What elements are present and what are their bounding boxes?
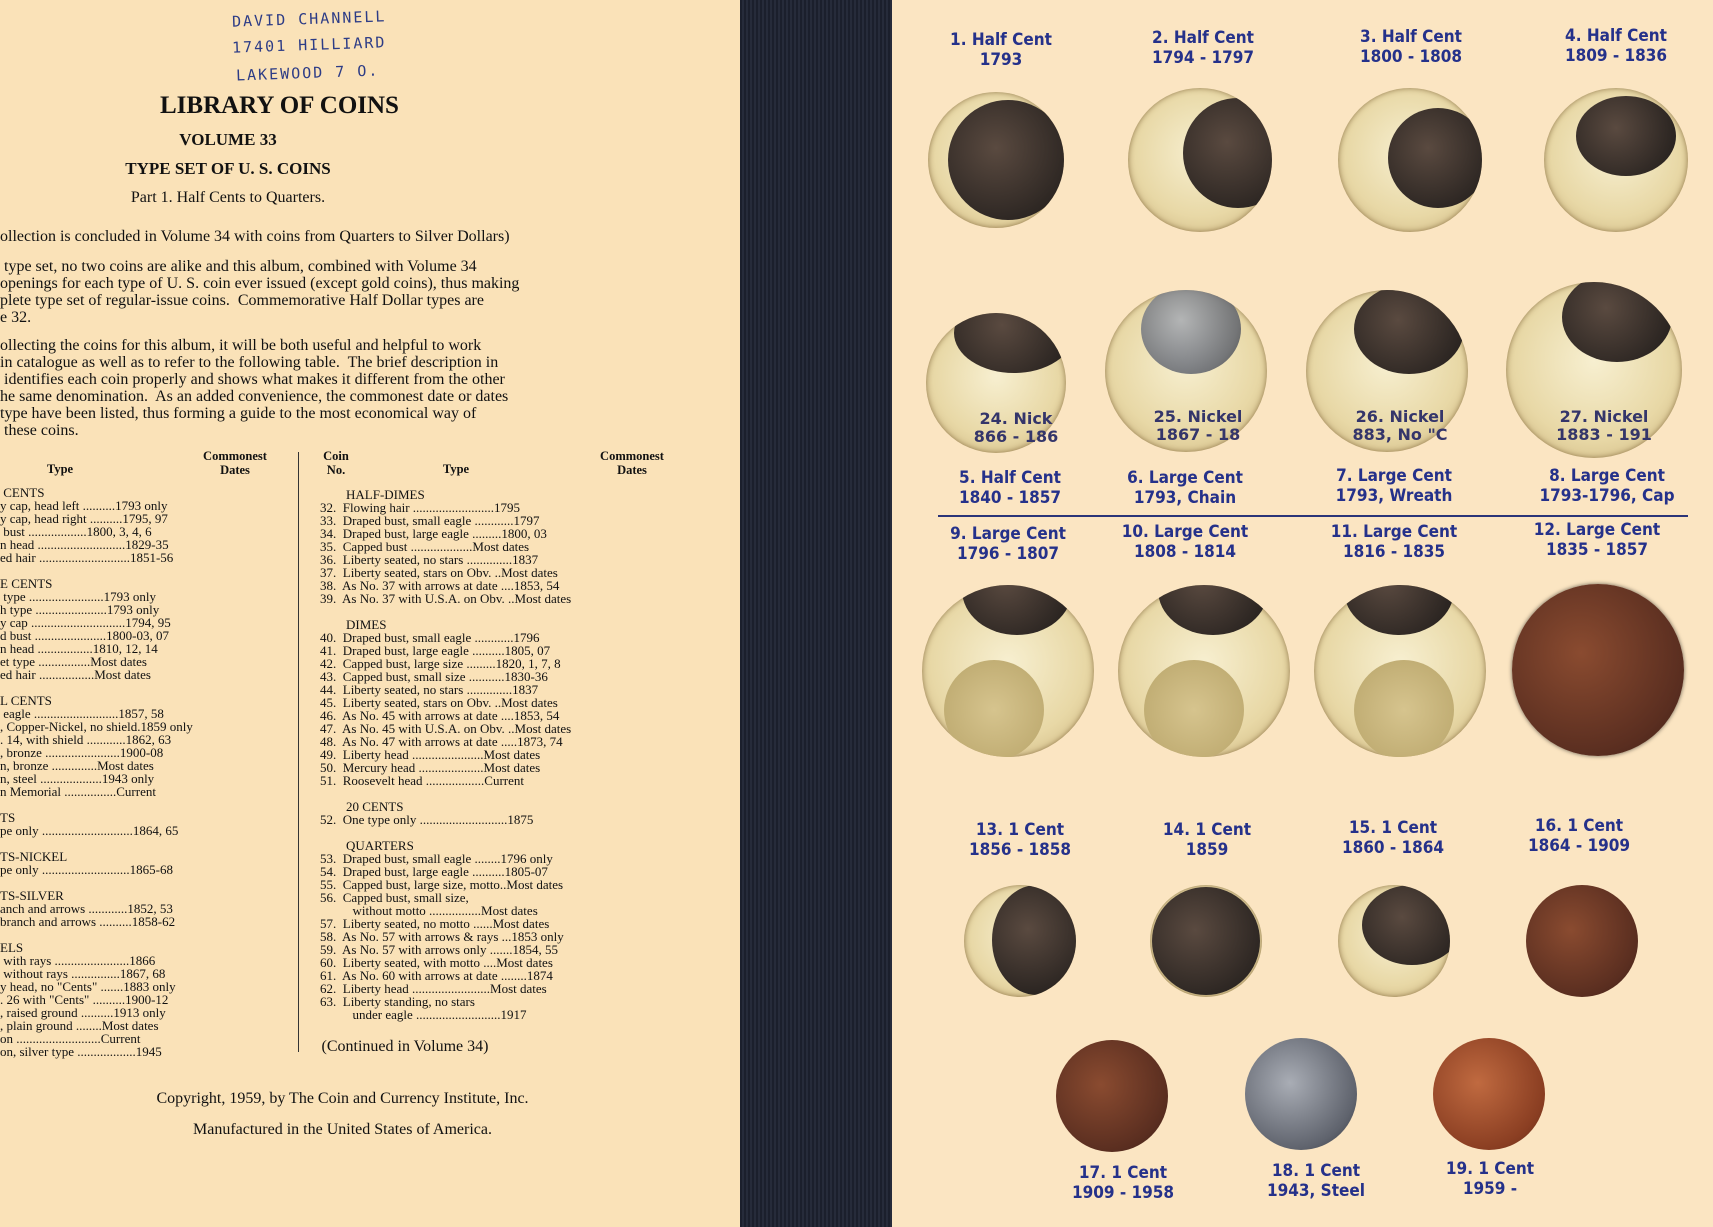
coin-slot-4[interactable] <box>1544 88 1688 232</box>
slot-label-8: 8. Large Cent 1793-1796, Cap <box>1539 466 1675 506</box>
coin-slot-14[interactable] <box>1150 885 1262 997</box>
coin-slot-19-memorial-cent[interactable] <box>1433 1038 1545 1150</box>
reverse-label-24: 24. Nick 866 - 186 <box>973 409 1059 446</box>
album-subtitle: TYPE SET OF U. S. COINS <box>125 159 331 178</box>
coin-slot-13[interactable] <box>964 885 1076 997</box>
large-cent-coin <box>962 585 1072 635</box>
type-table-left: CENTS y cap, head left ..........1793 only y cap, head right ..........1795, 97 bust ..................1800, 3, 4, 6 n head ...........................1829-35 ed hair ............................1851-56 E CENTS type .......................1793 only h type ......................1793 only y cap .............................1794, 95 d bust ......................1800-03, 07 n head .................1810, 12, 14 et type ................Most dates ed hair .................Most dates L CENTS eagle ..........................1857, 58 , Copper-Nickel, no shield.1859 only . 14, with shield ............1862, 63 , bronze .......................1900-08 n, bronze ..............Most dates n, steel ...................1943 only n Memorial ................Current TS pe only ............................1864, 65 TS-NICKEL pe only ...........................1865-68 TS-SILVER anch and arrows ............1852, 53 branch and arrows ..........1858-62 ELS with rays .......................1866 without rays ...............1867, 68 y head, no "Cents" .......1883 only . 26 with "Cents" ..........1900-12 , raised ground ..........1913 only , plain ground ........Most dates on ..........................Current on, silver type ..................1945 <box>0 485 193 1059</box>
half-cent-coin <box>1576 96 1676 176</box>
small-cent-coin <box>992 885 1076 995</box>
album-part: Part 1. Half Cents to Quarters. <box>130 189 326 206</box>
handwritten-city: LAKEWOOD 7 O. <box>235 61 380 85</box>
coin-slot-10[interactable] <box>1118 585 1290 757</box>
slot-label-5: 5. Half Cent 1840 - 1857 <box>958 468 1062 508</box>
continued-note: (Continued in Volume 34) <box>321 1038 489 1055</box>
slot-label-2: 2. Half Cent 1794 - 1797 <box>1151 28 1255 68</box>
slot-label-12: 12. Large Cent 1835 - 1857 <box>1533 520 1661 560</box>
handwritten-name: DAVID CHANNELL <box>231 7 387 31</box>
reverse-label-25: 25. Nickel 1867 - 18 <box>1153 407 1243 444</box>
coin-slot-18-steel-cent[interactable] <box>1245 1038 1357 1150</box>
reverse-hole-shadow <box>1354 660 1454 757</box>
reverse-hole-shadow <box>1144 660 1244 757</box>
large-cent-coin <box>1158 585 1268 635</box>
col-header-type-right: Type <box>442 462 470 476</box>
coin-slot-9[interactable] <box>922 585 1094 757</box>
reverse-hole-shadow <box>944 660 1044 757</box>
half-cent-coin <box>948 100 1064 220</box>
large-cent-coin <box>1354 290 1464 374</box>
manufactured-line: Manufactured in the United States of America. <box>192 1121 492 1138</box>
large-cent-coin <box>1344 585 1454 635</box>
slot-label-14: 14. 1 Cent 1859 <box>1162 820 1252 860</box>
slot-label-3: 3. Half Cent 1800 - 1808 <box>1359 27 1463 67</box>
slot-label-17: 17. 1 Cent 1909 - 1958 <box>1071 1163 1175 1203</box>
slot-label-16: 16. 1 Cent 1864 - 1909 <box>1527 816 1631 856</box>
slot-label-7: 7. Large Cent 1793, Wreath <box>1335 466 1453 506</box>
coin-slot-2[interactable] <box>1128 88 1272 232</box>
coin-slot-17-wheat-cent[interactable] <box>1056 1040 1168 1152</box>
reverse-label-27: 27. Nickel 1883 - 191 <box>1556 407 1652 444</box>
col-header-type-left: Type <box>46 462 74 476</box>
copyright-line: Copyright, 1959, by The Coin and Currency Institute, Inc. <box>156 1090 529 1107</box>
intro-paragraph: type set, no two coins are alike and this album, combined with Volume 34 openings for each type of U. S. coin ever issued (except gold coins), thus making plete type set of regular-issue coins. Commemorative Half Dollar types are e 32. <box>0 258 520 326</box>
small-cent-coin <box>1152 887 1260 995</box>
handwritten-street: 17401 HILLIARD <box>231 33 387 57</box>
reverse-label-26: 26. Nickel 883, No "C <box>1352 407 1448 444</box>
half-cent-coin <box>954 313 1066 373</box>
slot-label-11: 11. Large Cent 1816 - 1835 <box>1330 522 1458 562</box>
slot-label-9: 9. Large Cent 1796 - 1807 <box>950 524 1066 564</box>
coin-slot-12-large-cent[interactable] <box>1512 584 1684 756</box>
coin-slot-3[interactable] <box>1338 88 1482 232</box>
col-header-dates-left: Commonest Dates <box>203 449 267 477</box>
slot-label-4: 4. Half Cent 1809 - 1836 <box>1564 26 1668 66</box>
continuation-note: ollection is concluded in Volume 34 with coins from Quarters to Silver Dollars) <box>0 228 510 245</box>
instructions-paragraph: ollecting the coins for this album, it will be both useful and helpful to work in catalogue as well as to refer to the following table. The brief description in identifies each coin properly and shows what makes it different from the other he same denomination. As an added convenience, the commonest date or dates type have been listed, thus forming a guide to the most economical way of these coins. <box>0 337 509 439</box>
slot-label-10: 10. Large Cent 1808 - 1814 <box>1121 522 1249 562</box>
table-divider <box>298 452 299 1052</box>
slot-label-13: 13. 1 Cent 1856 - 1858 <box>968 820 1072 860</box>
col-header-dates-right: Commonest Dates <box>600 449 664 477</box>
coin-slot-1[interactable] <box>928 92 1064 228</box>
coin-slot-15[interactable] <box>1338 885 1450 997</box>
album-title: LIBRARY OF COINS <box>160 92 399 119</box>
coin-slot-11[interactable] <box>1314 585 1486 757</box>
col-header-coin-no: Coin No. <box>323 449 349 477</box>
slot-label-15: 15. 1 Cent 1860 - 1864 <box>1341 818 1445 858</box>
slot-label-19: 19. 1 Cent 1959 - <box>1445 1159 1535 1199</box>
album-spine <box>740 0 892 1227</box>
slot-label-1: 1. Half Cent 1793 <box>950 30 1052 70</box>
row-divider-line <box>938 515 1688 517</box>
large-cent-coin <box>1562 282 1672 362</box>
small-cent-coin <box>1362 885 1450 965</box>
slot-label-18: 18. 1 Cent 1943, Steel <box>1266 1161 1365 1201</box>
volume-number: VOLUME 33 <box>179 130 277 149</box>
half-cent-coin <box>1388 108 1482 208</box>
half-cent-coin <box>1183 98 1272 208</box>
nickel-coin-behind <box>1141 290 1241 374</box>
coin-slot-16-indian-head-cent[interactable] <box>1526 885 1638 997</box>
type-table-right: HALF-DIMES 32. Flowing hair .........................1795 33. Draped bust, small eagle ............1797 34. Draped bust, large eagle .........1800, 03 35. Capped bust ...................Most dates 36. Liberty seated, no stars ..............1837 37. Liberty seated, stars on Obv. ..Most dates 38. As No. 37 with arrows at date ....1853, 54 39. As No. 37 with U.S.A. on Obv. ..Most dates DIMES 40. Draped bust, small eagle ............1796 41. Draped bust, large eagle ..........1805, 07 42. Capped bust, large size .........1820, 1, 7, 8 43. Capped bust, small size ...........1830-36 44. Liberty seated, no stars ..............1837 45. Liberty seated, stars on Obv. ..Most dates 46. As No. 45 with arrows at date ....1853, 54 47. As No. 45 with U.S.A. on Obv. ..Most dates 48. As No. 47 with arrows at date .....1873, 74 49. Liberty head ......................Most dates 50. Mercury head ....................Most dates 51. Roosevelt head ..................Current 20 CENTS 52. One type only ...........................1875 QUARTERS 53. Draped bust, small eagle ........1796 only 54. Draped bust, large eagle ..........1805-07 55. Capped bust, large size, motto..Most dates 56. Capped bust, small size, without motto ................Most dates 57. Liberty seated, no motto ......Most dates 58. As No. 57 with arrows & rays ...1853 only 59. As No. 57 with arrows only .......1854, 55 60. Liberty seated, with motto ....Most dates 61. As No. 60 with arrows at date ........1874 62. Liberty head ........................Most dates 63. Liberty standing, no stars under eagle ..........................1917 <box>320 487 572 1022</box>
slot-label-6: 6. Large Cent 1793, Chain <box>1127 468 1243 508</box>
album-left-page <box>0 0 742 1227</box>
